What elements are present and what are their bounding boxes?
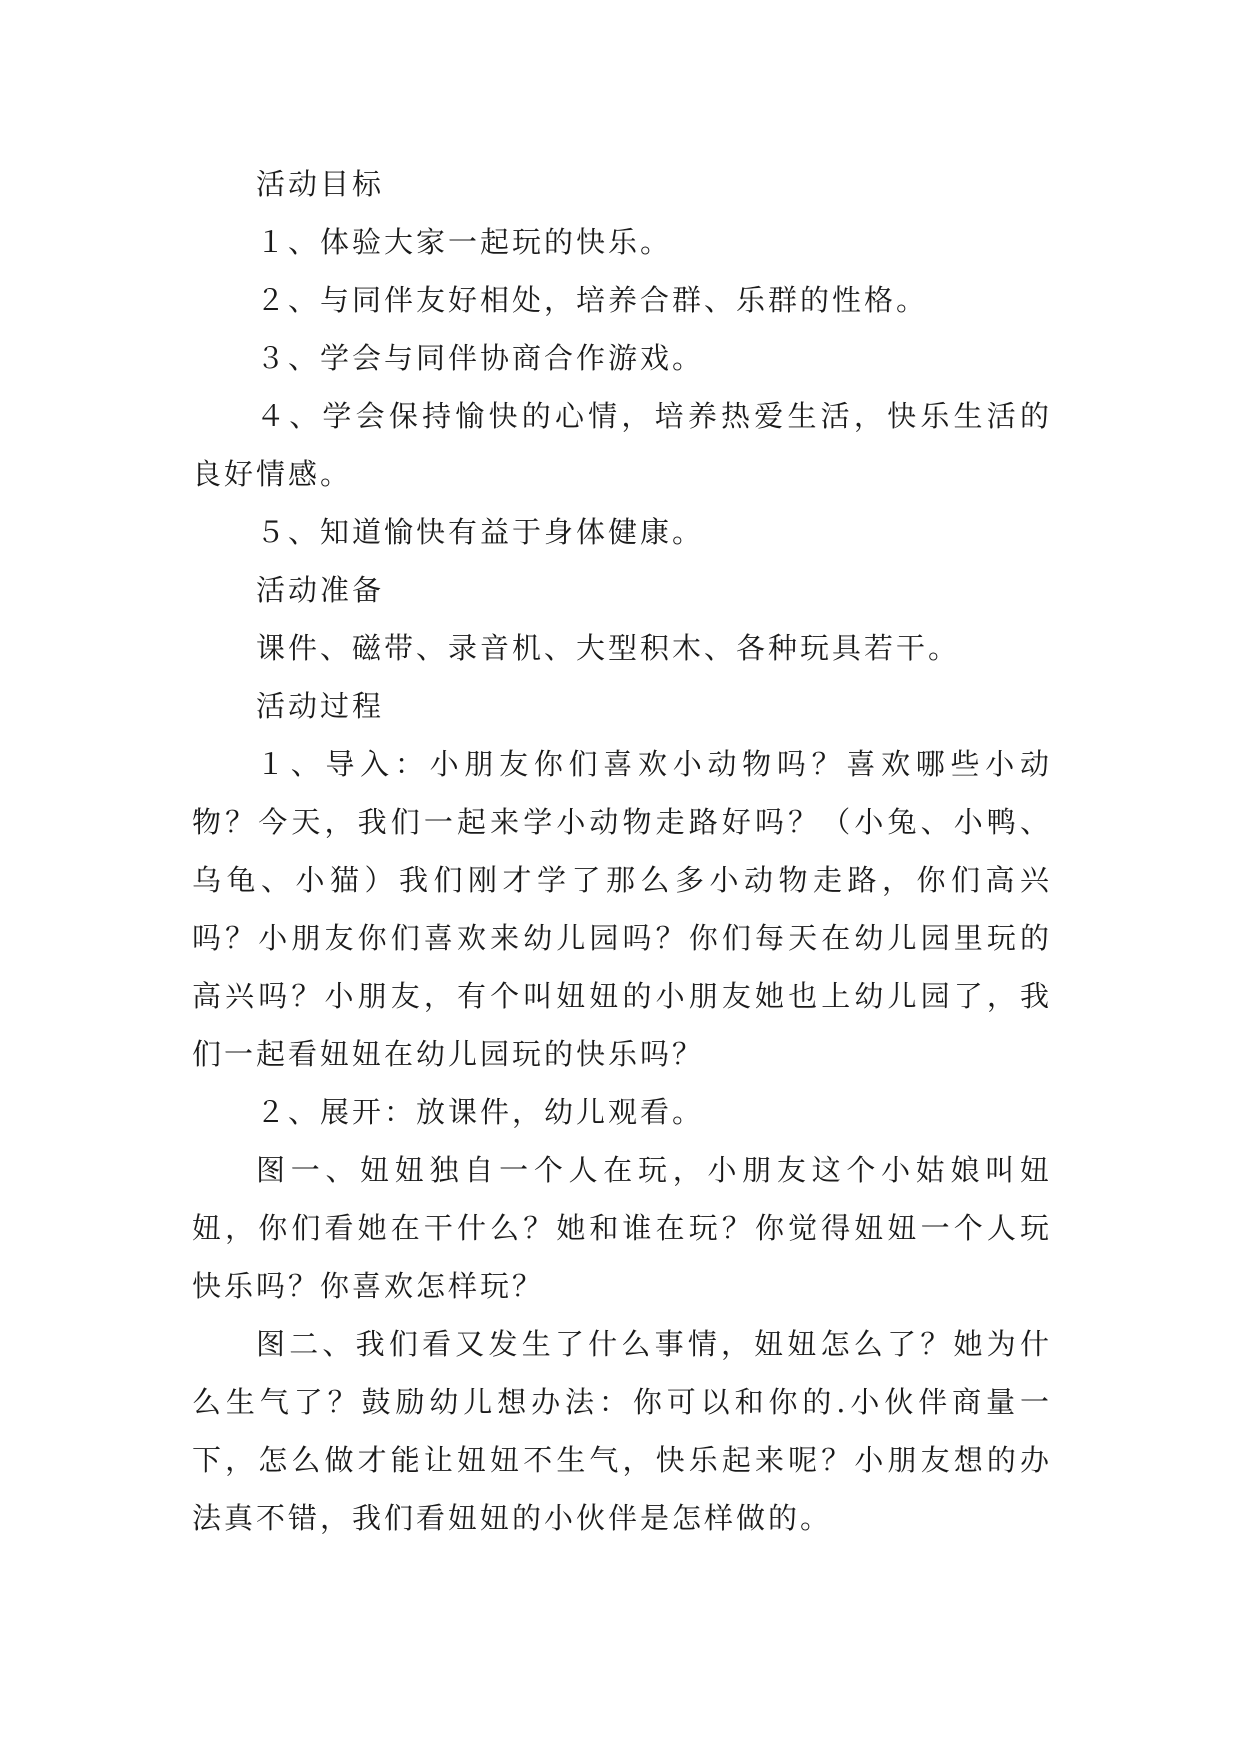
section-heading-process: 活动过程 xyxy=(256,689,385,723)
goal-item-4: ４、学会保持愉快的心情，培养热爱生活，快乐生活的良好情感。 xyxy=(192,399,1052,491)
goal-item-1: １、体验大家一起玩的快乐。 xyxy=(256,225,673,259)
document-body xyxy=(192,155,1052,1547)
process-step-2: ２、展开：放课件，幼儿观看。 xyxy=(256,1095,705,1129)
process-step-1: １、导入：小朋友你们喜欢小动物吗？喜欢哪些小动物？今天，我们一起来学小动物走路好吗？（小兔、小鸭、乌龟、小猫）我们刚才学了那么多小动物走路，你们高兴吗？小朋友你们喜欢来幼儿园吗？你们每天在幼儿园里玩的高兴吗？小朋友，有个叫妞妞的小朋友她也上幼儿园了，我们一起看妞妞在幼儿园玩的快乐吗？ xyxy=(192,747,1052,1071)
section-heading-goals: 活动目标 xyxy=(256,167,385,201)
goal-item-2: ２、与同伴友好相处，培养合群、乐群的性格。 xyxy=(256,283,929,317)
preparation-text: 课件、磁带、录音机、大型积木、各种玩具若干。 xyxy=(256,631,961,665)
figure-two-text: 图二、我们看又发生了什么事情，妞妞怎么了？她为什么生气了？鼓励幼儿想办法：你可以和你的.小伙伴商量一下，怎么做才能让妞妞不生气，快乐起来呢？小朋友想的办法真不错，我们看妞妞的小伙伴是怎样做的。 xyxy=(192,1327,1052,1535)
goal-item-5: ５、知道愉快有益于身体健康。 xyxy=(256,515,705,549)
figure-one-text: 图一、妞妞独自一个人在玩，小朋友这个小姑娘叫妞妞，你们看她在干什么？她和谁在玩？你觉得妞妞一个人玩快乐吗？你喜欢怎样玩？ xyxy=(192,1153,1052,1303)
goal-item-3: ３、学会与同伴协商合作游戏。 xyxy=(256,341,705,375)
section-heading-preparation: 活动准备 xyxy=(256,573,385,607)
